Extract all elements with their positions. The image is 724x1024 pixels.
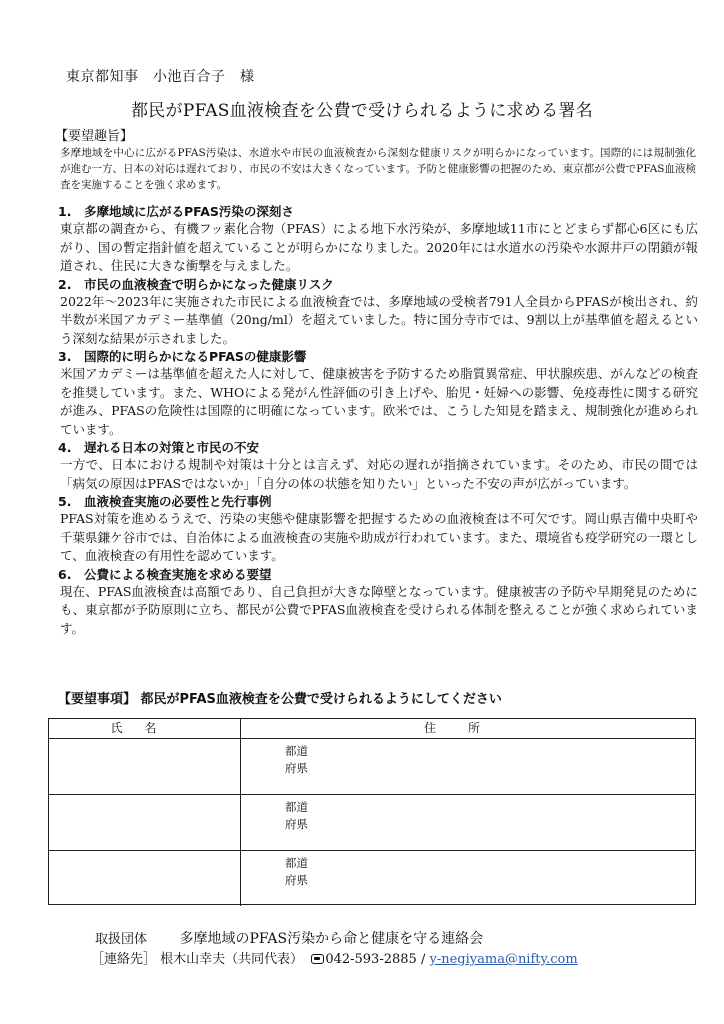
address-field[interactable] — [241, 739, 695, 794]
section-body: 米国アカデミーは基準値を超えた人に対して、健康被害を予防するため脂質異常症、甲状腺疾患、がんなどの検査を推奨しています。また、WHOによる発がん性評価の引き上げや、胎児・妊婦への影響、免疫毒性に関する研究が進み、PFASの危険性は国際的に明確になっています。欧米では、こうした知見を踏まえ、規制強化が進められています。 — [60, 366, 698, 437]
prefecture-label: 都道 — [285, 744, 308, 758]
section-6 — [58, 567, 698, 639]
section-4 — [58, 440, 698, 493]
address-column-header: 住所 — [423, 721, 512, 735]
organization-label: 取扱団体 — [95, 932, 148, 947]
organization — [95, 928, 483, 948]
contact-separator: / — [420, 952, 426, 967]
addressee: 東京都知事 小池百合子 様 — [66, 69, 255, 85]
section-title: 3. 国際的に明らかになるPFASの健康影響 — [58, 349, 307, 364]
name-field[interactable] — [49, 739, 241, 794]
document-title: 都民がPFAS血液検査を公費で受けられるように求める署名 — [130, 101, 594, 121]
section-body: 現在、PFAS血液検査は高額であり、自己負担が大きな障壁となっています。健康被害の予防や早期発見のためにも、東京都が予防原則に立ち、都民が公費でPFAS血液検査を受けられる体制を整えることが強く求められています。 — [60, 583, 698, 636]
contact-person: 根木山幸夫（共同代表） — [160, 952, 304, 967]
name-field[interactable] — [49, 795, 241, 850]
sections — [58, 204, 698, 639]
prefecture-label: 府県 — [285, 873, 308, 887]
section-2 — [58, 277, 698, 349]
section-body: 一方で、日本における規制や対策は十分とは言えず、対応の遅れが指摘されています。そのため、市民の間では「病気の原因はPFASではないか」「自分の体の状態を知りたい」といった不安の声が広がっています。 — [60, 457, 698, 491]
prefecture-label: 都道 — [285, 800, 308, 814]
signature-table — [48, 718, 696, 905]
section-title: 1. 多摩地域に広がるPFAS汚染の深刻さ — [58, 204, 294, 219]
address-field[interactable] — [241, 851, 695, 906]
request-statement: 【要望事項】 都民がPFAS血液検査を公費で受けられるようにしてください — [58, 692, 502, 707]
section-1 — [58, 204, 698, 276]
name-column-header: 氏名 — [49, 719, 241, 738]
contact-label: ［連絡先］ — [91, 952, 157, 967]
prefecture-label: 府県 — [285, 817, 308, 831]
signature-row — [49, 795, 695, 851]
contact-email-link[interactable]: y-negiyama@nifty.com — [429, 952, 578, 967]
address-field[interactable] — [241, 795, 695, 850]
section-title: 6. 公費による検査実施を求める要望 — [58, 566, 272, 582]
section-title: 4. 遅れる日本の対策と市民の不安 — [58, 440, 259, 455]
signature-row — [49, 739, 695, 795]
section-3 — [58, 349, 698, 439]
purpose-text: 多摩地域を中心に広がるPFAS汚染は、水道水や市民の血液検査から深刻な健康リスクが明らかになっています。国際的には規制強化が進む一方、日本の対応は遅れており、市民の不安は大きくなっています。予防と健康影響の把握のため、東京都が公費でPFAS血液検査を実施することを強く求めます。 — [60, 147, 696, 191]
phone-icon — [311, 954, 324, 964]
organization-name: 多摩地域のPFAS汚染から命と健康を守る連絡会 — [179, 931, 484, 947]
signature-row — [49, 851, 695, 906]
section-body: 東京都の調査から、有機フッ素化合物（PFAS）による地下水汚染が、多摩地域11市にとどまらず都心6区にも広がり、国の暫定指針値を超えていることが明らかになりました。2020年には水道水の汚染や水源井戸の閉鎖が報道され、住民に大きな衝撃を与えました。 — [60, 221, 698, 273]
prefecture-label: 都道 — [285, 856, 308, 870]
section-5 — [58, 494, 698, 566]
purpose-heading: 【要望趣旨】 — [55, 129, 134, 144]
contact-phone: 042-593-2885 — [325, 952, 417, 967]
signature-table-header — [49, 719, 695, 739]
contact — [91, 948, 578, 967]
section-title: 5. 血液検査実施の必要性と先行事例 — [58, 494, 272, 509]
section-body: 2022年～2023年に実施された市民による血液検査では、多摩地域の受検者791人全員からPFASが検出され、約半数が米国アカデミー基準値（20ng/ml）を超えていました。特に国分寺市では、9割以上が基準値を超えるという深刻な結果が示されました。 — [60, 293, 698, 346]
prefecture-label: 府県 — [285, 761, 308, 775]
name-field[interactable] — [49, 851, 241, 906]
section-title: 2. 市民の血液検査で明らかになった健康リスク — [58, 276, 334, 292]
section-body: PFAS対策を進めるうえで、汚染の実態や健康影響を把握するための血液検査は不可欠です。岡山県吉備中央町や千葉県鎌ケ谷市では、自治体による血液検査の実施や助成が行われています。また、環境省も疫学研究の一環として、血液検査の有用性を認めています。 — [60, 511, 698, 563]
